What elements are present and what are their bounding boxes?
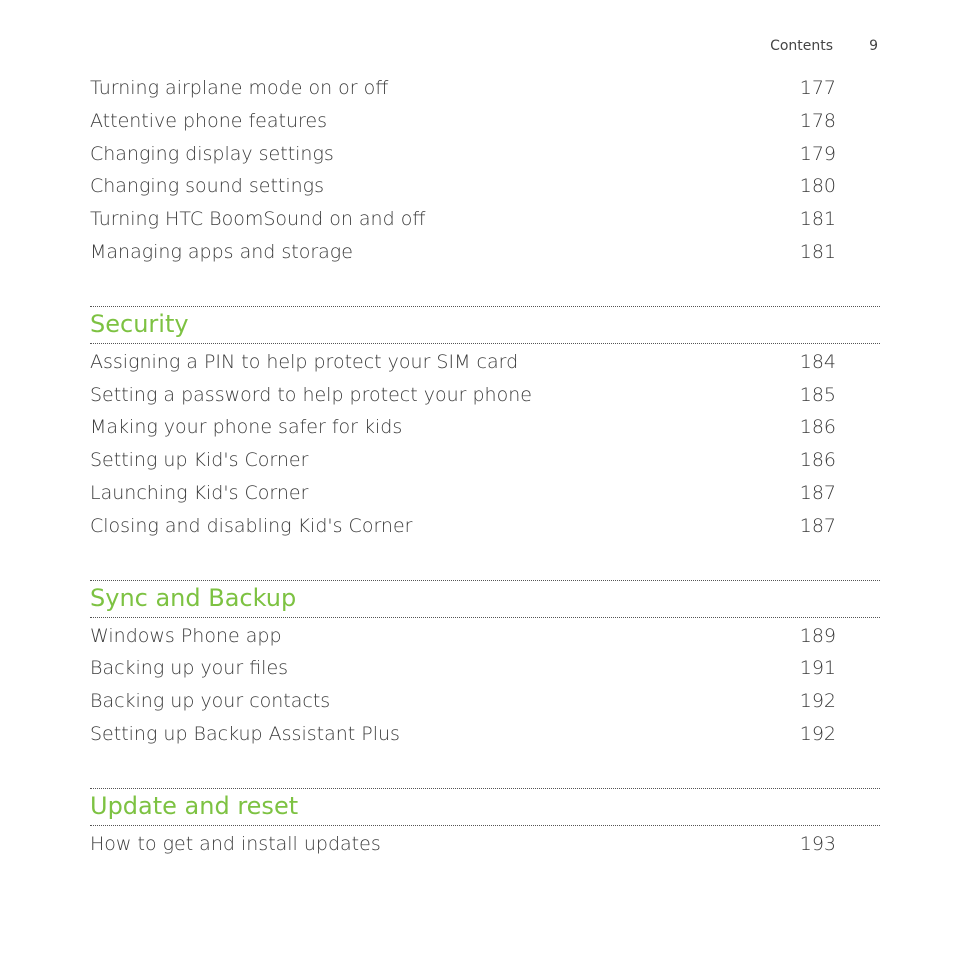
toc-entry-title: Changing sound settings xyxy=(90,175,324,198)
toc-entry[interactable] xyxy=(90,379,880,412)
page-header xyxy=(770,38,878,54)
section-title[interactable]: Sync and Backup xyxy=(90,583,297,612)
toc-entry-title: Turning airplane mode on or off xyxy=(90,77,389,99)
toc-entry-title: Setting a password to help protect your phone xyxy=(90,383,532,406)
intro-entries xyxy=(90,72,880,269)
toc-entry[interactable] xyxy=(90,236,880,269)
toc-entry-page: 180 xyxy=(799,175,836,198)
toc-entry-title: Turning HTC BoomSound on and off xyxy=(90,208,426,231)
toc-entry-page: 192 xyxy=(799,690,836,713)
header-page-number: 9 xyxy=(869,38,878,54)
section-header-update-and-reset xyxy=(90,788,880,826)
toc-entry[interactable] xyxy=(90,477,880,510)
toc-entry-page: 177 xyxy=(799,77,836,99)
toc-entry[interactable] xyxy=(90,685,880,718)
toc-entry[interactable] xyxy=(90,620,880,653)
toc-entry[interactable] xyxy=(90,138,880,171)
toc-entry-title: Setting up Backup Assistant Plus xyxy=(90,722,400,745)
toc-entry-title: Backing up your contacts xyxy=(90,690,331,713)
security-entries xyxy=(90,346,880,543)
section-title[interactable]: Security xyxy=(90,309,189,338)
section-header-sync-and-backup xyxy=(90,580,880,618)
sync-backup-entries xyxy=(90,620,880,751)
toc-entry-page: 189 xyxy=(799,624,836,647)
toc-entry[interactable] xyxy=(90,444,880,477)
toc-entry-page: 187 xyxy=(799,514,836,537)
toc-entry-title: Backing up your files xyxy=(90,657,289,680)
toc-entry-page: 191 xyxy=(799,657,836,680)
toc-entry-page: 179 xyxy=(799,142,836,165)
toc-entry[interactable] xyxy=(90,72,880,105)
toc-entry-title: Setting up Kid's Corner xyxy=(90,449,309,472)
toc-entry-title: Windows Phone app xyxy=(90,624,282,647)
table-of-contents xyxy=(90,70,880,861)
toc-entry[interactable] xyxy=(90,411,880,444)
toc-entry-page: 192 xyxy=(799,722,836,745)
toc-entry-title: Closing and disabling Kid's Corner xyxy=(90,514,413,537)
toc-entry-page: 184 xyxy=(799,350,836,373)
toc-entry[interactable] xyxy=(90,346,880,379)
toc-entry[interactable] xyxy=(90,652,880,685)
section-header-security xyxy=(90,306,880,344)
toc-entry[interactable] xyxy=(90,828,880,861)
toc-entry-page: 178 xyxy=(799,109,836,132)
toc-entry-page: 186 xyxy=(799,416,836,439)
toc-entry-title: How to get and install updates xyxy=(90,832,381,855)
toc-entry[interactable] xyxy=(90,105,880,138)
toc-entry-title: Attentive phone features xyxy=(90,109,327,132)
toc-entry-page: 186 xyxy=(799,449,836,472)
toc-entry[interactable] xyxy=(90,203,880,236)
section-title[interactable]: Update and reset xyxy=(90,791,299,820)
toc-entry-title: Changing display settings xyxy=(90,142,334,165)
toc-entry-title: Launching Kid's Corner xyxy=(90,481,309,504)
toc-entry-page: 185 xyxy=(799,383,836,406)
toc-entry[interactable] xyxy=(90,510,880,543)
toc-entry-title: Assigning a PIN to help protect your SIM card xyxy=(90,350,519,373)
toc-entry-page: 181 xyxy=(799,240,836,263)
toc-entry-page: 187 xyxy=(799,481,836,504)
toc-entry-page: 193 xyxy=(799,832,836,855)
toc-entry[interactable] xyxy=(90,718,880,751)
toc-entry-title: Making your phone safer for kids xyxy=(90,416,403,439)
header-section-label: Contents xyxy=(770,38,834,54)
update-reset-entries xyxy=(90,828,880,861)
toc-entry[interactable] xyxy=(90,170,880,203)
toc-entry-title: Managing apps and storage xyxy=(90,240,353,263)
toc-entry-page: 181 xyxy=(799,208,836,231)
